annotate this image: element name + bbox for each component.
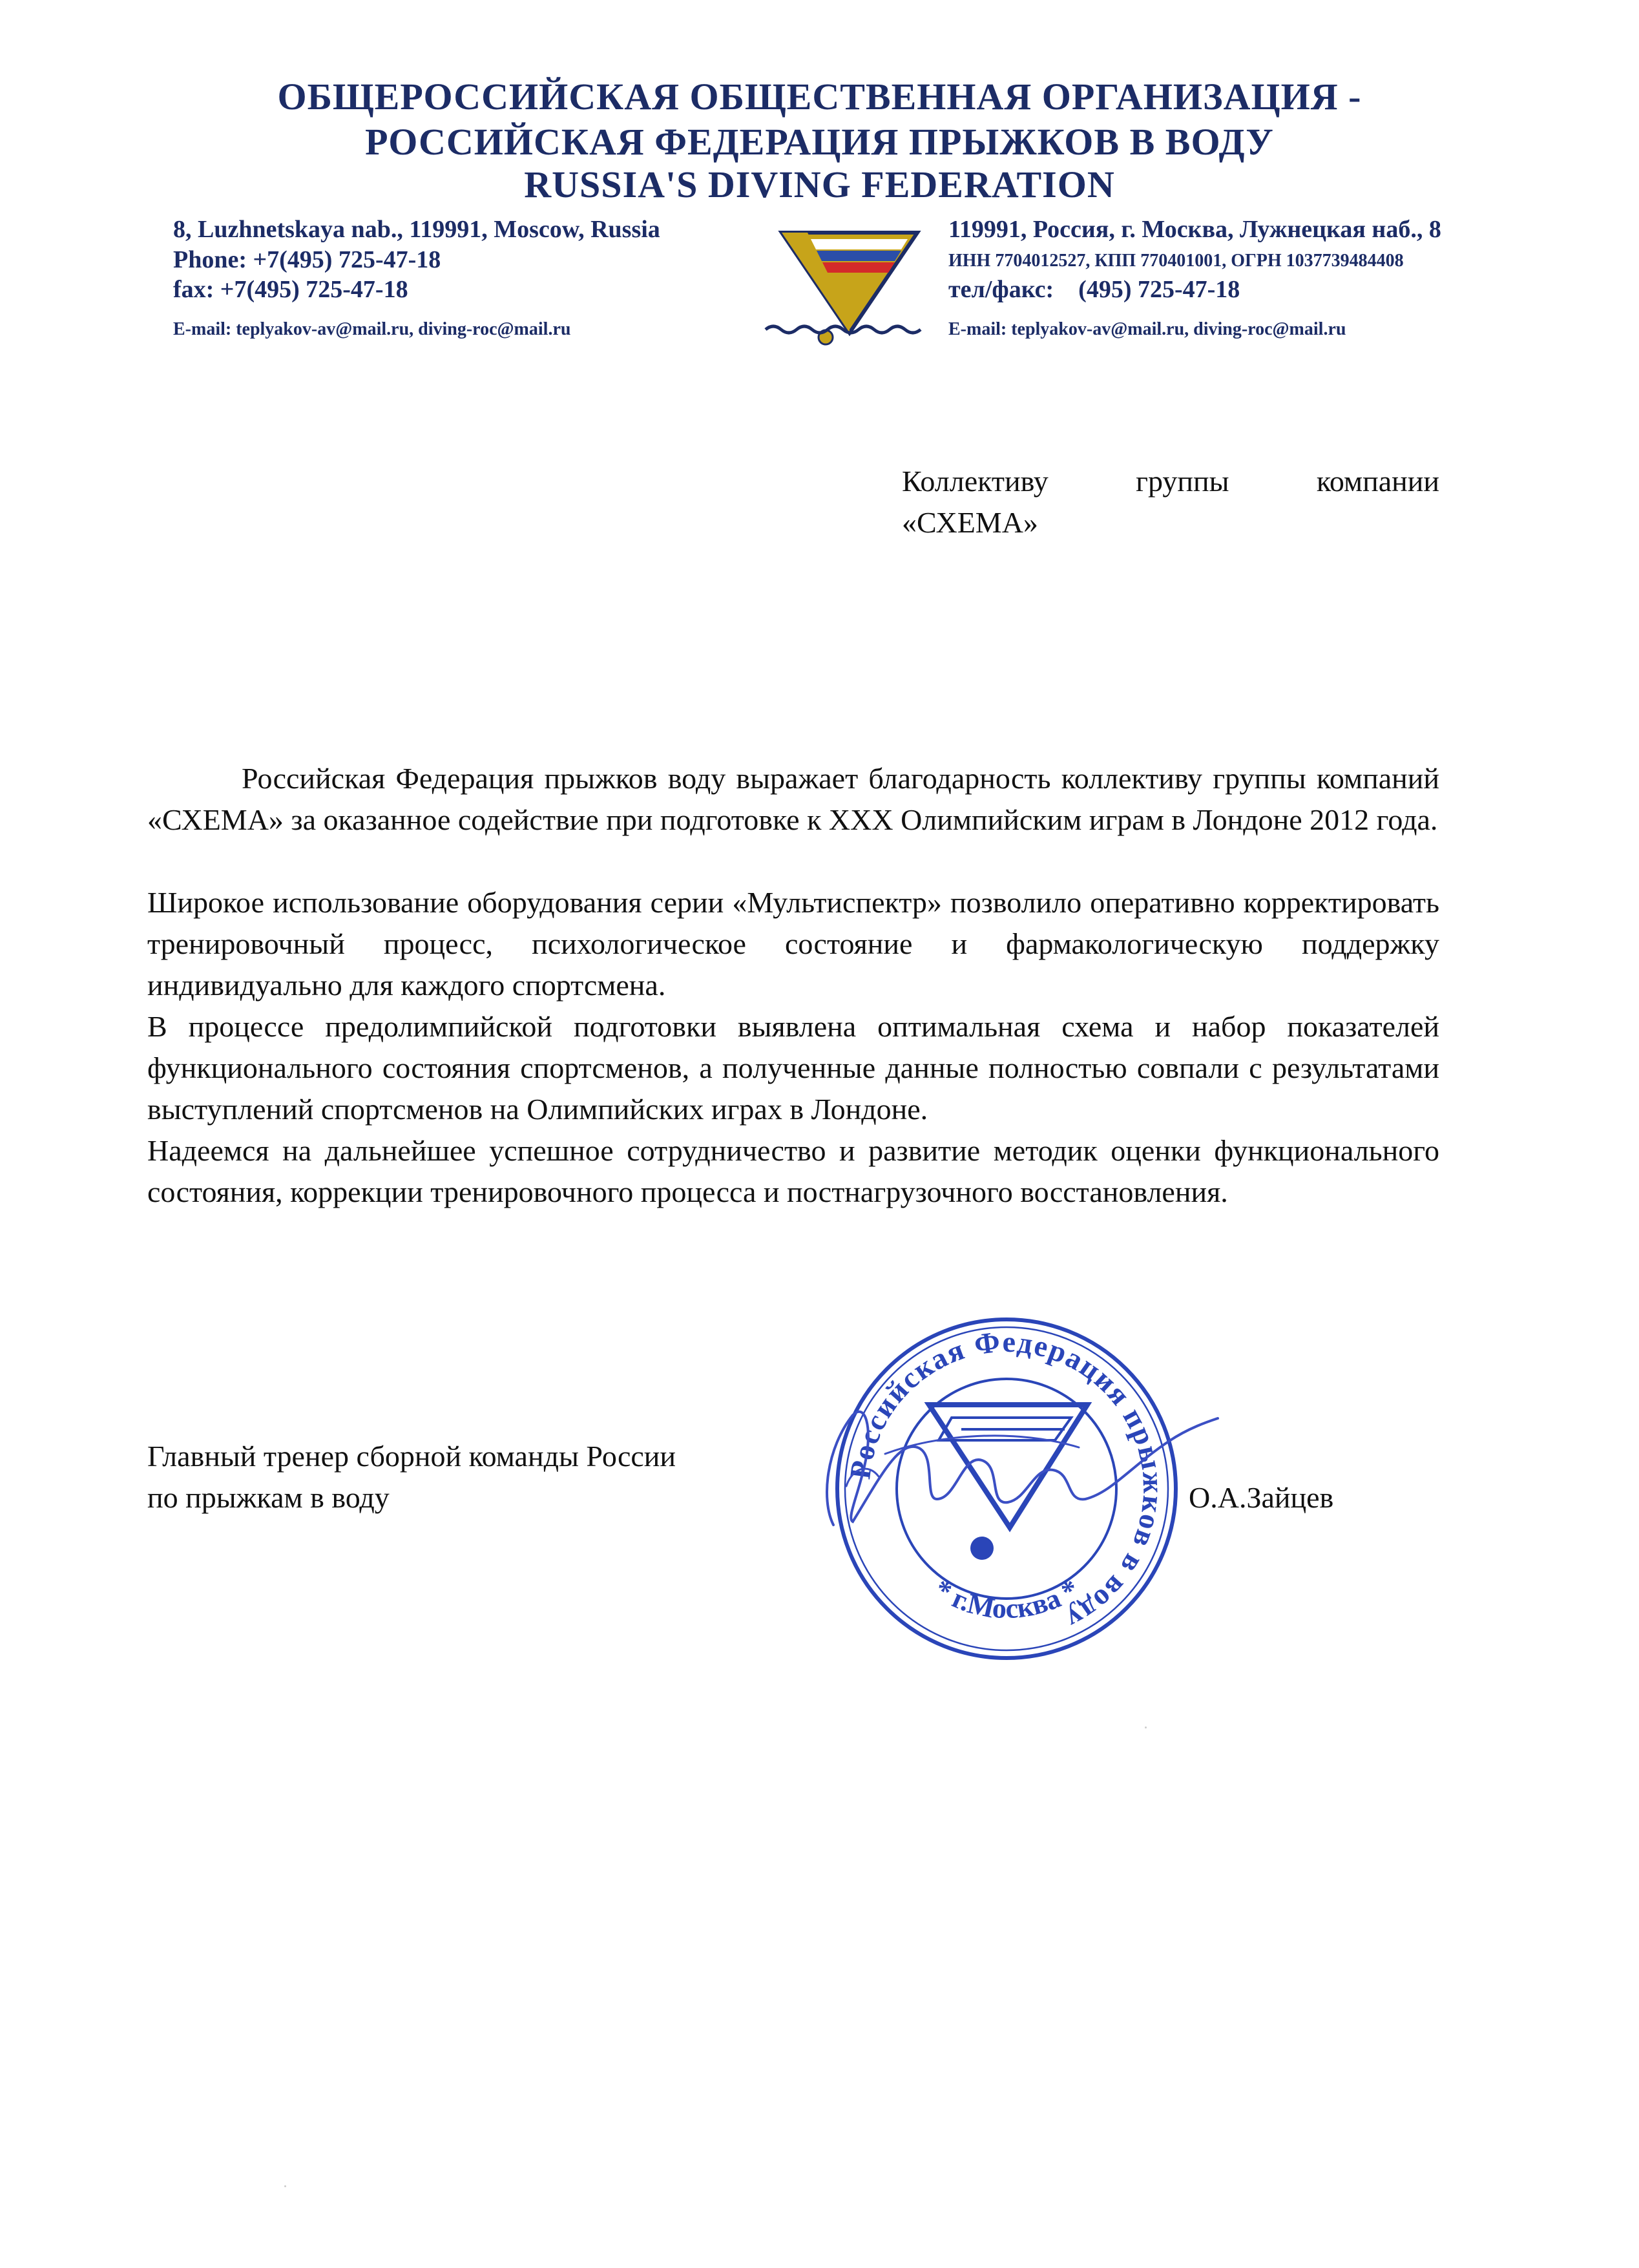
header-phone-ru	[948, 275, 1240, 304]
handwritten-signature	[808, 1389, 1221, 1544]
header-email-ru: E-mail: teplyakov-av@mail.ru, diving-roc@mail.ru	[948, 319, 1346, 339]
stamp-bottom-text: * г.Москва *	[928, 1573, 1085, 1625]
scan-speck	[284, 2185, 286, 2187]
header-phone-ru-label: тел/факс:	[948, 276, 1054, 303]
addressee-word: компании	[1316, 465, 1439, 498]
signatory-name: О.А.Зайцев	[1189, 1481, 1334, 1514]
org-name-line3: RUSSIA'S DIVING FEDERATION	[524, 163, 1115, 205]
header-phone-en: Phone: +7(495) 725-47-18	[173, 246, 441, 273]
header-registry-ru: ИНН 7704012527, КПП 770401001, ОГРН 1037739484408	[948, 251, 1404, 271]
addressee-word: группы	[1136, 465, 1229, 498]
addressee-word: Коллективу	[902, 465, 1049, 498]
wave-divider	[762, 322, 930, 337]
org-name-line1: ОБЩЕРОССИЙСКАЯ ОБЩЕСТВЕННАЯ ОРГАНИЗАЦИЯ -	[277, 76, 1362, 118]
org-name-line2: РОССИЙСКАЯ ФЕДЕРАЦИЯ ПРЫЖКОВ В ВОДУ	[365, 121, 1274, 163]
body-paragraph-3: В процессе предолимпийской подготовки выявлена оптимальная схема и набор показателей функционального состояния спортсменов, а полученные данные полностью совпали с результатами выступлений спортсменов на Олимпийских играх в Лондоне.	[147, 1010, 1439, 1126]
addressee-line2: «СХЕМА»	[902, 506, 1038, 539]
body-paragraph-2: Широкое использование оборудования серии «Мультиспектр» позволило оперативно корректировать тренировочный процесс, психологическое состояние и фармакологическую поддержку индивидуально для каждого спортсмена.	[147, 886, 1439, 1002]
svg-text:* г.Москва *	[928, 1573, 1084, 1625]
scan-speck	[1145, 1727, 1147, 1728]
header-address-ru: 119991, Россия, г. Москва, Лужнецкая наб., 8	[948, 216, 1441, 243]
header-email-en: E-mail: teplyakov-av@mail.ru, diving-roc@mail.ru	[173, 319, 571, 339]
stamp-ring-text: Российская Федерация прыжков в воду	[843, 1325, 1171, 1637]
signatory-position-line2: по прыжкам в воду	[147, 1481, 390, 1514]
addressee-line1	[902, 464, 1439, 498]
body-paragraph-1: Российская Федерация прыжков воду выражает благодарность коллективу группы компаний «СХЕМА» за оказанное содействие при подготовке к XXX Олимпийским играм в Лондоне 2012 года.	[147, 762, 1439, 836]
header-address-en: 8, Luzhnetskaya nab., 119991, Moscow, Russia	[173, 216, 660, 243]
header-fax-en: fax: +7(495) 725-47-18	[173, 276, 408, 303]
header-phone-ru-number: (495) 725-47-18	[1078, 276, 1240, 303]
body-paragraph-4: Надеемся на дальнейшее успешное сотрудничество и развитие методик оценки функционального состояния, коррекции тренировочного процесса и постнагрузочного восстановления.	[147, 1134, 1439, 1208]
signatory-position-line1: Главный тренер сборной команды России	[147, 1440, 676, 1473]
